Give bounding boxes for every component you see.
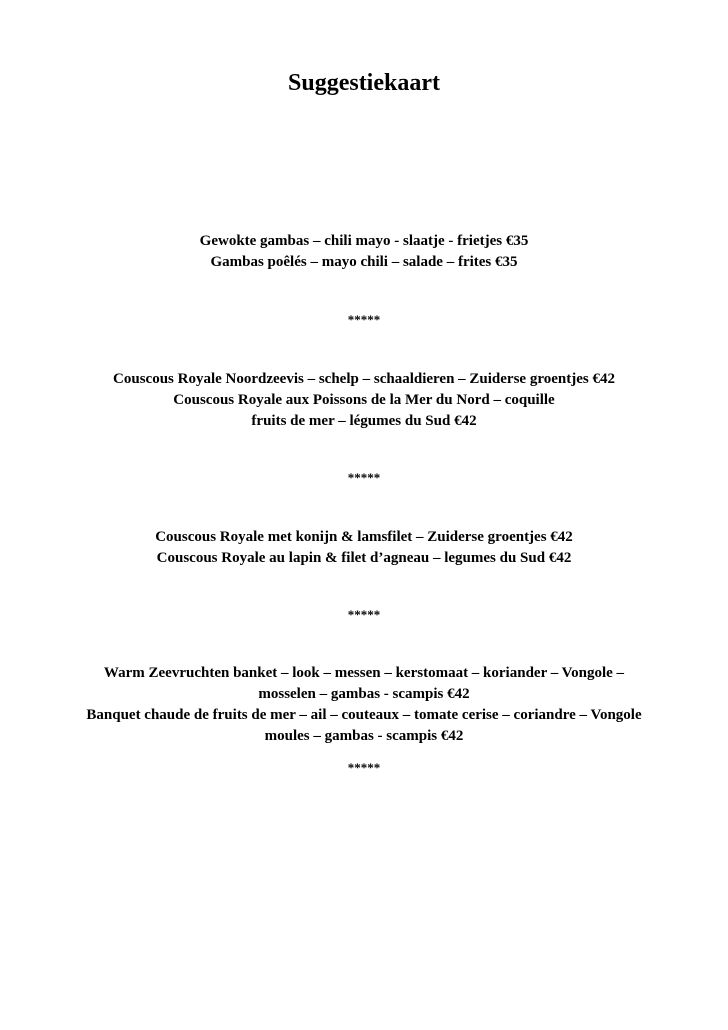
page-title: Suggestiekaart (288, 70, 440, 96)
separator: ***** (347, 312, 381, 327)
menu-item-line: Couscous Royale aux Poissons de la Mer du Nord – coquille (173, 392, 555, 408)
menu-item-line: Gewokte gambas – chili mayo - slaatje - frietjes €35 (199, 233, 529, 249)
menu-item-line: mosselen – gambas - scampis €42 (258, 686, 470, 702)
menu-section-couscous-rabbit (0, 527, 728, 569)
menu-section-gambas (0, 231, 728, 273)
menu-item-line: Warm Zeevruchten banket – look – messen – kerstomaat – koriander – Vongole – (103, 665, 625, 681)
menu-item-line: Couscous Royale Noordzeevis – schelp – schaaldieren – Zuiderse groentjes €42 (113, 371, 615, 387)
separator: ***** (347, 470, 381, 485)
menu-item-line: moules – gambas - scampis €42 (264, 728, 464, 744)
menu-section-seafood-banquet (0, 663, 728, 747)
separator: ***** (347, 607, 381, 622)
menu-item-line: Banquet chaude de fruits de mer – ail – couteaux – tomate cerise – coriandre – Vongole (86, 707, 642, 723)
menu-item-line: fruits de mer – légumes du Sud €42 (251, 413, 477, 429)
separator: ***** (347, 760, 381, 775)
menu-item-line: Couscous Royale au lapin & filet d’agneau – legumes du Sud €42 (156, 550, 572, 566)
menu-section-couscous-fish (0, 369, 728, 432)
menu-item-line: Gambas poêlés – mayo chili – salade – frites €35 (210, 254, 518, 270)
menu-item-line: Couscous Royale met konijn & lamsfilet – Zuiderse groentjes €42 (155, 529, 573, 545)
